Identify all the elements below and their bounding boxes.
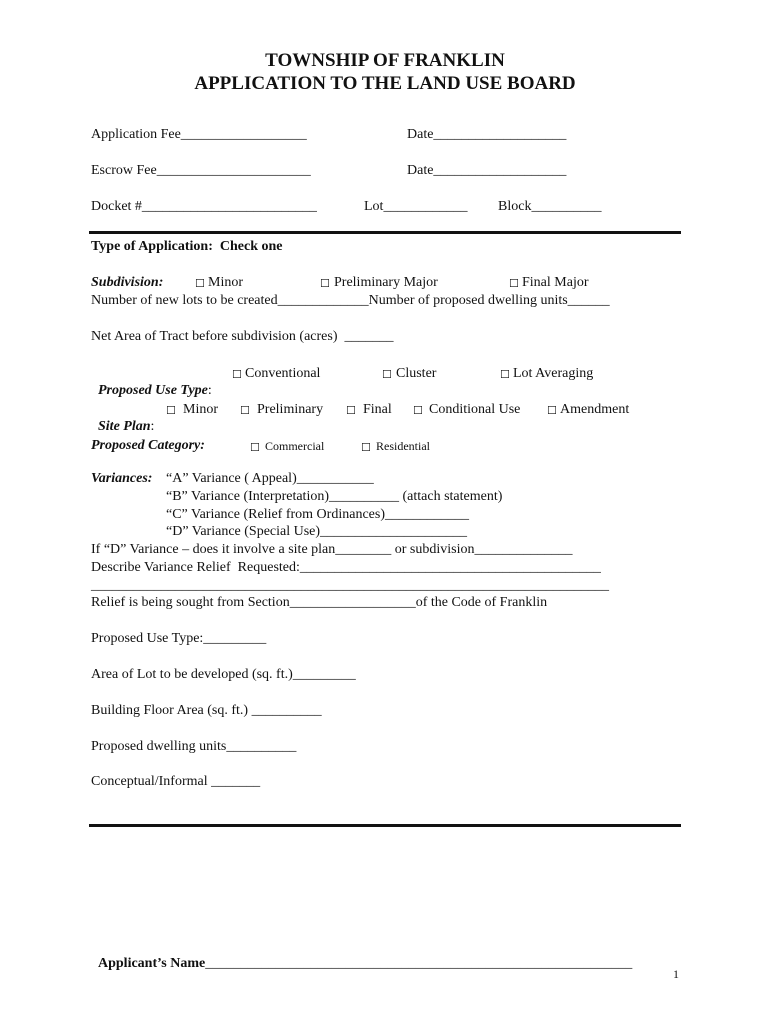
subdivision-minor-checkbox[interactable]: ☐ bbox=[195, 277, 205, 290]
site-plan-label: Site Plan bbox=[98, 419, 151, 434]
lot-averaging-checkbox[interactable]: ☐ bbox=[500, 368, 510, 381]
conventional-label: Conventional bbox=[245, 366, 321, 381]
site-plan-conditional-use-label: Conditional Use bbox=[429, 402, 521, 417]
describe-variance-relief-continuation[interactable]: __________________________________________________________________________ bbox=[91, 578, 609, 593]
divider-bottom bbox=[89, 824, 681, 827]
variance-d-field[interactable]: “D” Variance (Special Use)_____________________ bbox=[166, 524, 468, 539]
page-number: 1 bbox=[673, 967, 679, 981]
variance-a-field[interactable]: “A” Variance ( Appeal)___________ bbox=[166, 471, 374, 486]
divider-top bbox=[89, 231, 681, 234]
page-title-line1: TOWNSHIP OF FRANKLIN bbox=[265, 50, 505, 71]
page-title-line2: APPLICATION TO THE LAND USE BOARD bbox=[194, 73, 576, 94]
proposed-dwelling-units-field[interactable]: Proposed dwelling units__________ bbox=[91, 739, 297, 754]
escrow-fee-date-field[interactable]: Date___________________ bbox=[407, 163, 567, 178]
commercial-checkbox[interactable]: ☐ bbox=[250, 441, 260, 454]
variance-b-field[interactable]: “B” Variance (Interpretation)__________ (attach statement) bbox=[166, 489, 503, 504]
block-field[interactable]: Block__________ bbox=[498, 199, 602, 214]
residential-checkbox[interactable]: ☐ bbox=[361, 441, 371, 454]
lot-averaging-label: Lot Averaging bbox=[513, 366, 594, 381]
application-fee-date-field[interactable]: Date___________________ bbox=[407, 127, 567, 142]
residential-label: Residential bbox=[376, 439, 430, 453]
site-plan-preliminary-checkbox[interactable]: ☐ bbox=[240, 404, 250, 417]
lots-and-dwelling-units-field[interactable]: Number of new lots to be created_____________Number of proposed dwelling units______ bbox=[91, 293, 610, 308]
variance-c-field[interactable]: “C” Variance (Relief from Ordinances)____________ bbox=[166, 507, 469, 522]
subdivision-preliminary-major-checkbox[interactable]: ☐ bbox=[320, 277, 330, 290]
proposed-use-type-colon: : bbox=[207, 383, 212, 398]
net-area-field[interactable]: Net Area of Tract before subdivision (acres) _______ bbox=[91, 329, 394, 344]
variance-d-site-plan-field[interactable]: If “D” Variance – does it involve a site plan________ or subdivision______________ bbox=[91, 542, 573, 557]
applicant-name-field[interactable]: _____________________________________________________________ bbox=[205, 956, 633, 971]
subdivision-minor-label: Minor bbox=[208, 275, 243, 290]
lot-field[interactable]: Lot____________ bbox=[364, 199, 468, 214]
relief-section-field[interactable]: Relief is being sought from Section__________________of the Code of Franklin bbox=[91, 595, 548, 610]
describe-variance-relief-field[interactable]: Describe Variance Relief Requested:___________________________________________ bbox=[91, 560, 601, 575]
docket-field[interactable]: Docket #_________________________ bbox=[91, 199, 317, 214]
site-plan-amendment-label: Amendment bbox=[560, 402, 630, 417]
commercial-label: Commercial bbox=[265, 439, 325, 453]
subdivision-final-major-checkbox[interactable]: ☐ bbox=[509, 277, 519, 290]
proposed-use-type-field[interactable]: Proposed Use Type:_________ bbox=[91, 631, 267, 646]
cluster-label: Cluster bbox=[396, 366, 437, 381]
subdivision-preliminary-major-label: Preliminary Major bbox=[334, 275, 438, 290]
site-plan-final-checkbox[interactable]: ☐ bbox=[346, 404, 356, 417]
site-plan-minor-label: Minor bbox=[183, 402, 218, 417]
site-plan-preliminary-label: Preliminary bbox=[257, 402, 324, 417]
cluster-checkbox[interactable]: ☐ bbox=[382, 368, 392, 381]
building-floor-area-field[interactable]: Building Floor Area (sq. ft.) __________ bbox=[91, 703, 322, 718]
site-plan-amendment-checkbox[interactable]: ☐ bbox=[547, 404, 557, 417]
area-of-lot-field[interactable]: Area of Lot to be developed (sq. ft.)_________ bbox=[91, 667, 356, 682]
proposed-use-type-label: Proposed Use Type bbox=[98, 383, 208, 398]
subdivision-label: Subdivision: bbox=[91, 275, 164, 290]
conventional-checkbox[interactable]: ☐ bbox=[232, 368, 242, 381]
application-fee-field[interactable]: Application Fee__________________ bbox=[91, 127, 307, 142]
proposed-category-label: Proposed Category: bbox=[91, 438, 205, 453]
variances-label: Variances: bbox=[91, 471, 153, 486]
subdivision-final-major-label: Final Major bbox=[522, 275, 589, 290]
site-plan-final-label: Final bbox=[363, 402, 392, 417]
escrow-fee-field[interactable]: Escrow Fee______________________ bbox=[91, 163, 311, 178]
type-of-application-heading: Type of Application: Check one bbox=[91, 239, 283, 254]
conceptual-informal-field[interactable]: Conceptual/Informal _______ bbox=[91, 774, 261, 789]
site-plan-colon: : bbox=[150, 419, 155, 434]
applicant-name-label: Applicant’s Name bbox=[98, 956, 206, 971]
site-plan-conditional-use-checkbox[interactable]: ☐ bbox=[413, 404, 423, 417]
site-plan-minor-checkbox[interactable]: ☐ bbox=[166, 404, 176, 417]
